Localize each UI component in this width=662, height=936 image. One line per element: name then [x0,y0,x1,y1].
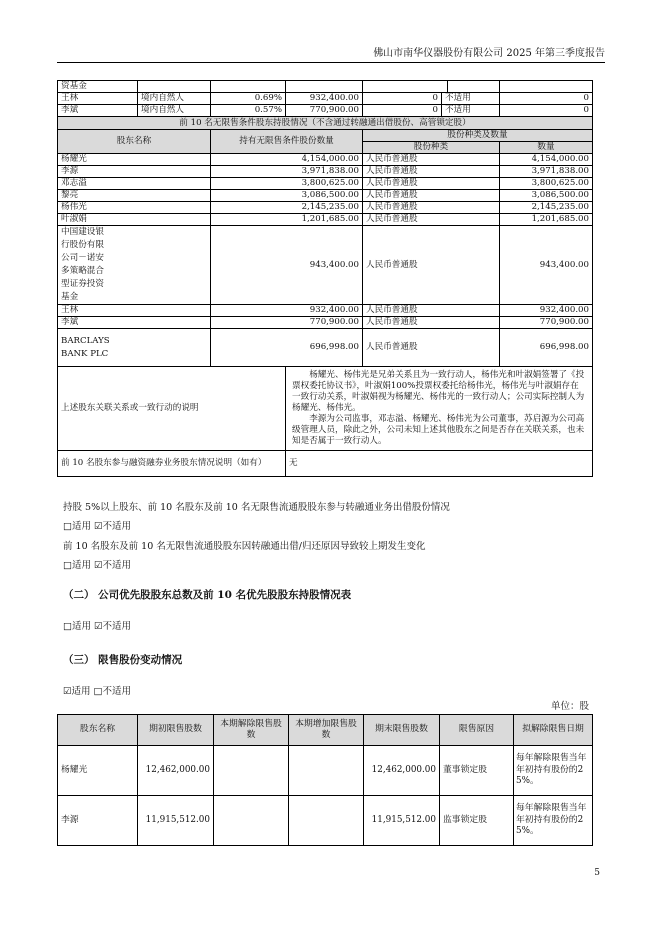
table-row [58,451,593,477]
table-row [58,166,593,178]
table-header-row [58,715,593,746]
table-row [58,105,593,117]
relation-text-2: 李源为公司监事，邓志溢、杨耀光、杨伟光为公司董事，苏启源为公司高级管理人员，除此之外，公司未知上述其他股东之间是否存在关联关系，也未知是否属于一致行动人。 [292,414,585,446]
share-qty: 696,998.00 [500,329,593,367]
table-row [58,81,593,93]
holder-name: 杨耀光 [58,154,211,166]
col-header: 限售原因 [440,715,514,746]
share-qty: 1,201,685.00 [500,214,593,226]
report-title: 佛山市南华仪器股份有限公司 2025 年第三季度报告 [373,48,605,59]
margin-value: 无 [286,451,593,477]
cell-date: 每年解除限售当年年初持有股份的25%。 [514,796,593,846]
table-row [58,367,593,451]
col-header: 拟解除限售日期 [514,715,593,746]
holder-shares: 4,154,000.00 [211,154,363,166]
table-row [58,226,593,305]
page-header [57,44,605,63]
share-kind: 人民币普通股 [363,166,500,178]
unit-label: 单位：股 [550,701,589,712]
col-header-name: 股东名称 [58,130,211,154]
cell-released [214,746,289,796]
share-qty: 3,971,838.00 [500,166,593,178]
cell-end: 11,915,512.00 [364,796,440,846]
cell-name: 李源 [58,796,138,846]
section3-option: ☑适用 □不适用 [63,686,132,697]
pledge-count: 0 [363,93,442,104]
holder-name: 王林 [58,305,211,317]
holder-name [58,226,211,305]
share-kind: 人民币普通股 [363,305,500,317]
cell-name: 杨耀光 [58,746,138,796]
cell-reason: 董事锁定股 [440,746,514,796]
col-header: 期初限售股数 [138,715,214,746]
holder-name [58,329,211,367]
holder-shares: 932,400.00 [286,93,363,105]
cell-added [289,796,364,846]
col-header: 本期增加限售股数 [289,715,364,746]
holder-shares: 1,201,685.00 [211,214,363,226]
holder-pct: 0.57% [211,105,286,117]
pledge-num: 0 [500,105,593,117]
note-line1: 持股 5%以上股东、前 10 名股东及前 10 名无限售流通股股东参与转融通业务出借股份情况 [63,502,450,513]
table-row [58,214,593,226]
margin-label: 前 10 名股东参与融资融券业务股东情况说明（如有） [58,451,286,477]
table-row [58,746,593,796]
cell-begin: 11,915,512.00 [138,796,214,846]
table-row [58,329,593,367]
holder-name: 王林 [58,93,138,105]
share-qty: 3,800,625.00 [500,178,593,190]
table-row [58,202,593,214]
share-kind: 人民币普通股 [363,154,500,166]
restricted-shares-table [57,714,593,846]
table-row [58,178,593,190]
share-kind: 人民币普通股 [363,190,500,202]
holder-shares: 770,900.00 [211,317,363,329]
table-row [58,796,593,846]
holder-name: 李斌 [58,105,138,117]
pledge-status: 不适用 [445,93,471,103]
cell-released [214,796,289,846]
section2-title: （二） 公司优先股股东总数及前 10 名优先股股东持股情况表 [63,589,352,601]
holder-name: 黎亮 [58,190,211,202]
share-qty: 932,400.00 [500,305,593,317]
relation-text [286,367,593,451]
holder-type: 境内自然人 [138,93,211,105]
pledge-status: 不适用 [445,105,471,115]
table-row [58,190,593,202]
holder-shares: 2,145,235.00 [211,202,363,214]
section2-option: □适用 ☑不适用 [63,621,132,632]
relation-label: 上述股东关联关系或一致行动的说明 [58,367,286,451]
cell-reason: 监事锁定股 [440,796,514,846]
share-kind: 人民币普通股 [363,202,500,214]
table-row [58,117,593,130]
holder-shares: 943,400.00 [211,226,363,305]
share-qty: 3,086,500.00 [500,190,593,202]
note-line2-option: □适用 ☑不适用 [63,560,132,571]
holder-name: 资基金 [58,81,138,93]
share-kind: 人民币普通股 [363,178,500,190]
holder-name: 李源 [58,166,211,178]
col-header-qty: 数量 [500,142,593,154]
holder-pct: 0.69% [211,93,286,105]
relation-text-1: 杨耀光、杨伟光是兄弟关系且为一致行动人，杨伟光和叶淑娟签署了《投票权委托协议书》，叶淑娟100%投票权委托给杨伟光，杨伟光与叶淑娟存在一致行动关系，叶淑娟视为杨耀光、杨伟光的一致行动人；公司实际控制人为杨耀光、杨伟光。 [292,370,585,413]
holder-name: 李斌 [58,317,211,329]
cell-added [289,746,364,796]
share-qty: 770,900.00 [500,317,593,329]
share-kind: 人民币普通股 [363,214,500,226]
cell-begin: 12,462,000.00 [138,746,214,796]
holder-name: 叶淑娟 [58,214,211,226]
cell-date: 每年解除限售当年年初持有股份的25%。 [514,746,593,796]
table-row [58,93,593,105]
holder-name: 邓志溢 [58,178,211,190]
shareholder-table [57,80,593,477]
holder-shares: 770,900.00 [286,105,363,117]
section3-title: （三） 限售股份变动情况 [63,654,183,666]
share-qty: 4,154,000.00 [500,154,593,166]
holder-shares: 696,998.00 [211,329,363,367]
holder-shares: 3,086,500.00 [211,190,363,202]
col-header-shares: 持有无限售条件股份数量 [211,130,363,154]
page-number: 5 [594,868,600,878]
holder-name-text: 中国建设银行股份有限公司－诺安多策略混合型证券投资基金 [61,227,104,302]
share-kind: 人民币普通股 [363,226,500,305]
holder-shares: 3,971,838.00 [211,166,363,178]
cell-end: 12,462,000.00 [364,746,440,796]
note-line1-option: □适用 ☑不适用 [63,521,132,532]
col-header-kind: 股份种类 [363,142,500,154]
holder-name: 杨伟光 [58,202,211,214]
col-header: 期末限售股数 [364,715,440,746]
share-qty: 2,145,235.00 [500,202,593,214]
share-kind: 人民币普通股 [363,317,500,329]
col-header-kind-group: 股份种类及数量 [363,130,593,142]
share-kind: 人民币普通股 [363,329,500,367]
table-row [58,305,593,317]
table-row [58,317,593,329]
holder-name-text: BARCLAYS BANK PLC [61,335,110,359]
unrestricted-title: 前 10 名无限售条件股东持股情况（不含通过转融通出借股份、高管锁定股） [58,117,593,130]
holder-shares: 3,800,625.00 [211,178,363,190]
col-header: 股东名称 [58,715,138,746]
share-qty: 943,400.00 [500,226,593,305]
holder-type: 境内自然人 [138,105,211,117]
table-row [58,154,593,166]
note-line2: 前 10 名股东及前 10 名无限售流通股股东因转融通出借/归还原因导致较上期发生变化 [63,541,426,552]
pledge-count: 0 [363,105,442,116]
holder-shares: 932,400.00 [211,305,363,317]
col-header: 本期解除限售股数 [214,715,289,746]
pledge-num: 0 [500,93,593,105]
